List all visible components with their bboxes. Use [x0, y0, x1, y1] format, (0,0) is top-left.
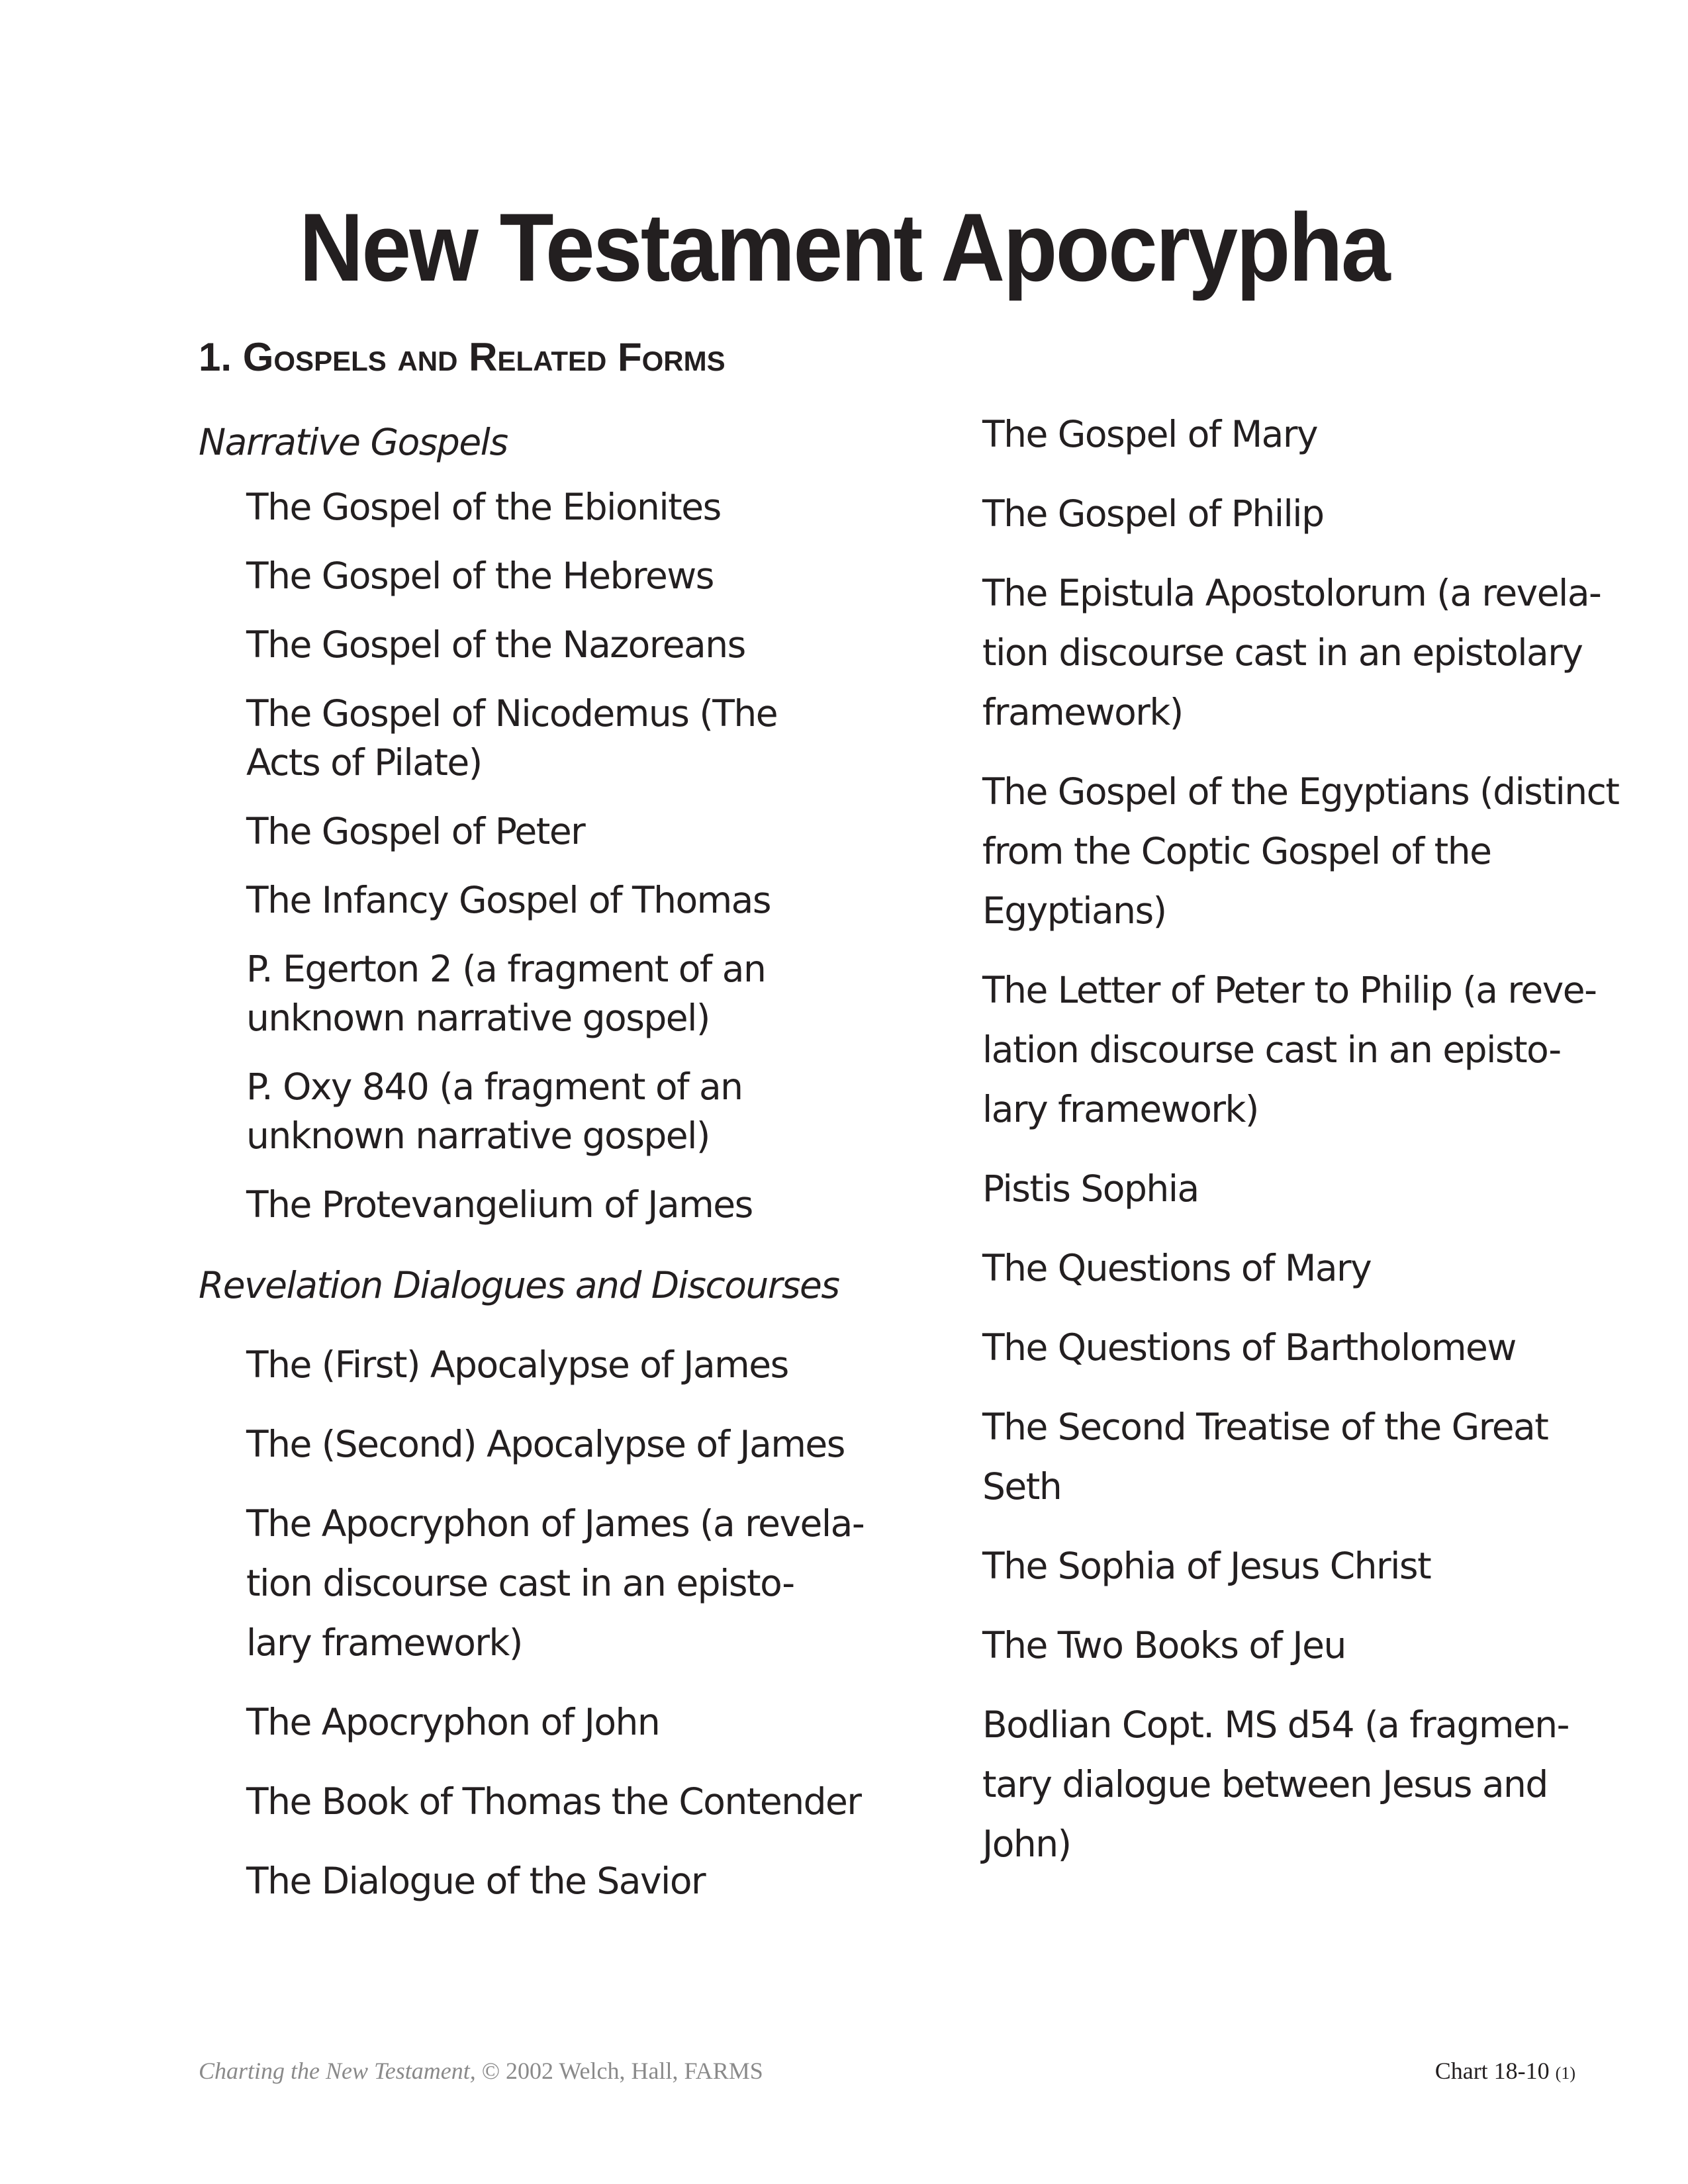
chart-label: Chart 18-10 — [1434, 2058, 1556, 2084]
list-item: lation discourse cast in an episto- — [982, 1028, 1561, 1071]
list-item: The Apocryphon of James (a revela- — [246, 1502, 865, 1545]
list-item: tion discourse cast in an episto- — [246, 1562, 794, 1604]
chart-part: (1) — [1555, 2064, 1575, 2083]
list-item: unknown narrative gospel) — [246, 997, 710, 1039]
list-item: The Infancy Gospel of Thomas — [246, 879, 771, 921]
list-item: The Gospel of the Nazoreans — [246, 623, 745, 666]
list-item: lary framework) — [982, 1088, 1258, 1130]
list-item: The Protevangelium of James — [246, 1183, 753, 1226]
list-item: Egyptians) — [982, 889, 1166, 932]
footer-citation — [199, 2057, 763, 2085]
page-title: New Testament Apocrypha — [299, 193, 1389, 301]
list-item: The Sophia of Jesus Christ — [982, 1545, 1431, 1587]
list-item: The Questions of Bartholomew — [982, 1326, 1516, 1369]
list-item: The Epistula Apostolorum (a revela- — [982, 572, 1601, 614]
list-item: The Gospel of Peter — [246, 810, 585, 852]
list-item: tary dialogue between Jesus and — [982, 1763, 1548, 1805]
footer-book-title: Charting the New Testament, — [199, 2058, 476, 2084]
list-item: The Book of Thomas the Contender — [246, 1780, 861, 1823]
list-item: unknown narrative gospel) — [246, 1115, 710, 1157]
list-item: framework) — [982, 691, 1183, 733]
list-item: The Questions of Mary — [982, 1247, 1372, 1289]
list-item: Seth — [982, 1465, 1062, 1508]
list-item: The Gospel of the Ebionites — [246, 486, 721, 528]
section-title: Gospels and Related Forms — [242, 335, 726, 379]
footer-chart-number — [1435, 2057, 1575, 2085]
list-item: The Dialogue of the Savior — [246, 1860, 706, 1902]
list-item: Bodlian Copt. MS d54 (a fragmen- — [982, 1704, 1569, 1746]
list-subheading: Narrative Gospels — [199, 421, 508, 463]
list-item: The Gospel of Nicodemus (The — [246, 692, 778, 735]
list-item: The Apocryphon of John — [246, 1701, 660, 1743]
list-item: The Gospel of Philip — [982, 492, 1324, 535]
list-item: The Second Treatise of the Great — [982, 1406, 1548, 1448]
list-item: lary framework) — [246, 1621, 522, 1664]
list-item: The Gospel of the Egyptians (distinct — [982, 770, 1619, 813]
list-item: P. Egerton 2 (a fragment of an — [246, 948, 766, 990]
list-subheading: Revelation Dialogues and Discourses — [199, 1264, 839, 1306]
list-item: John) — [982, 1823, 1071, 1865]
list-item: The Letter of Peter to Philip (a reve- — [982, 969, 1597, 1011]
list-item: The (Second) Apocalypse of James — [246, 1423, 845, 1465]
list-item: The Gospel of Mary — [982, 413, 1318, 455]
footer-copyright: © 2002 Welch, Hall, FARMS — [475, 2058, 763, 2084]
section-heading — [199, 334, 726, 380]
section-number: 1. — [199, 335, 232, 379]
list-item: Acts of Pilate) — [246, 741, 482, 784]
list-item: P. Oxy 840 (a fragment of an — [246, 1066, 743, 1108]
list-item: Pistis Sophia — [982, 1167, 1199, 1210]
list-item: The (First) Apocalypse of James — [246, 1343, 788, 1386]
list-item: The Gospel of the Hebrews — [246, 555, 714, 597]
list-item: The Two Books of Jeu — [982, 1624, 1346, 1666]
list-item: from the Coptic Gospel of the — [982, 830, 1491, 872]
list-item: tion discourse cast in an epistolary — [982, 631, 1583, 674]
